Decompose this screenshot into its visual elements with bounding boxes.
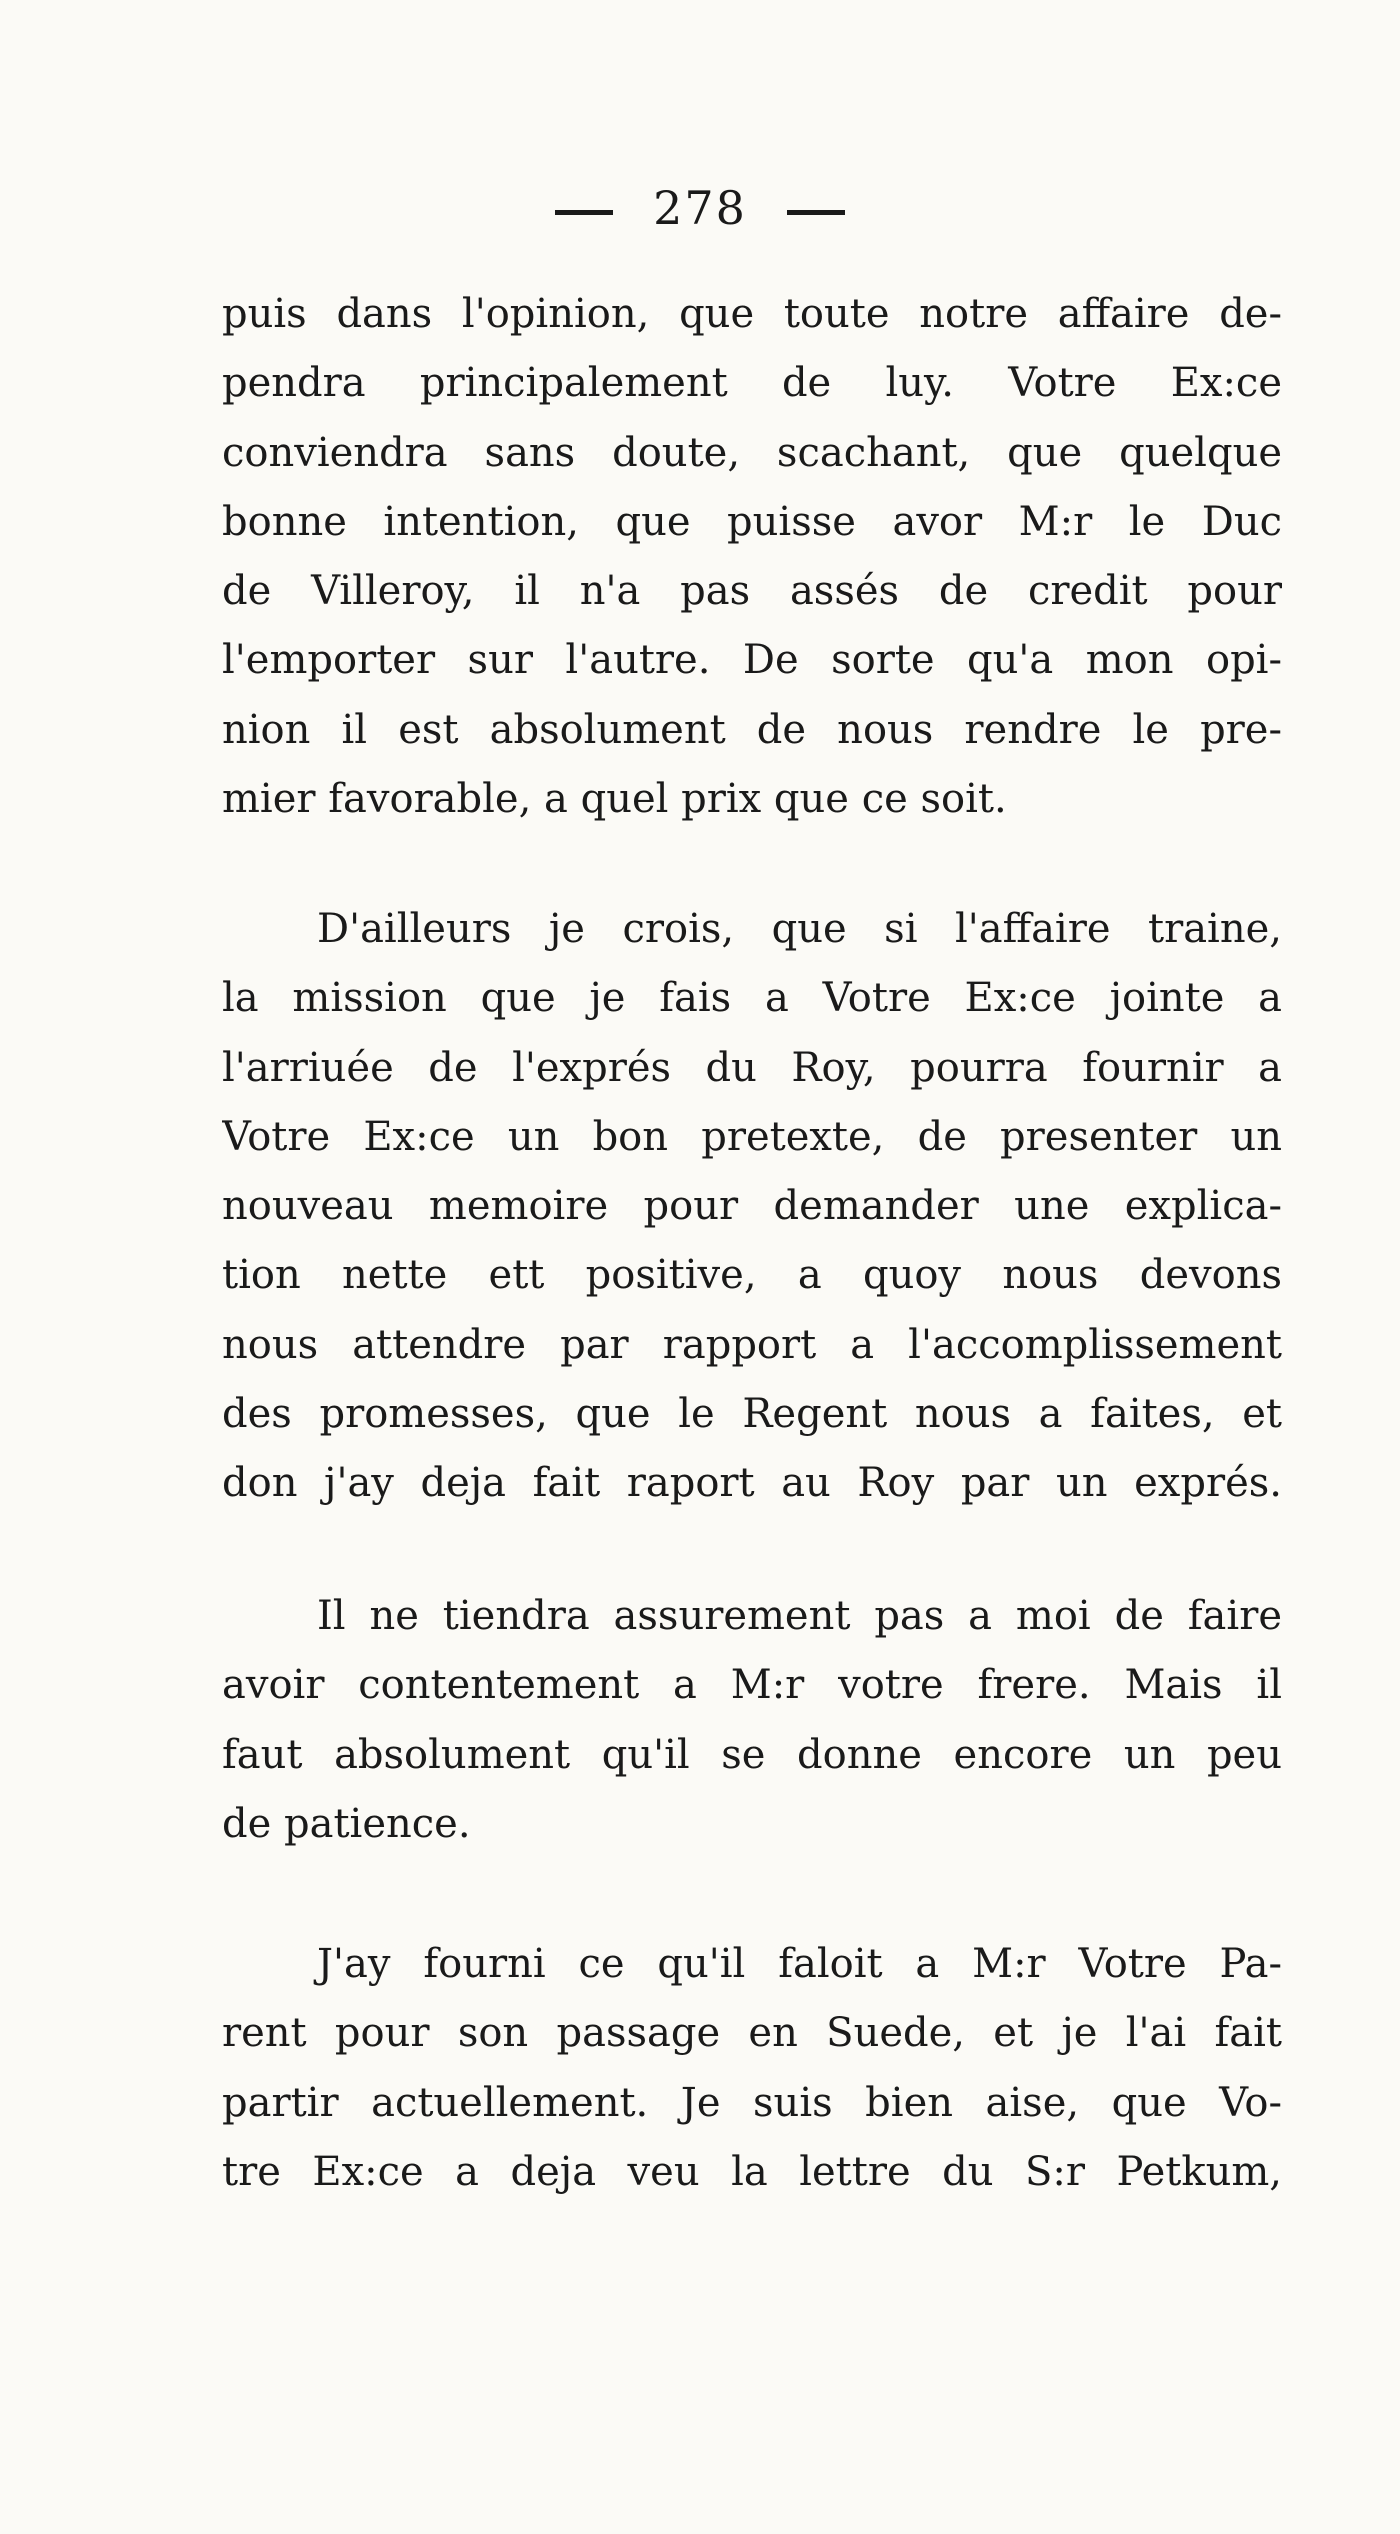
- header-left-dash: [555, 210, 613, 215]
- text-line: rent pour son passage en Suede, et je l'ai fait: [222, 2010, 1282, 2057]
- text-line: de Villeroy, il n'a pas assés de credit pour: [222, 568, 1282, 615]
- paragraph-4: [222, 1930, 1282, 2207]
- text-line: D'ailleurs je crois, que si l'affaire traine,: [317, 906, 1282, 952]
- page-number: 278: [653, 181, 747, 235]
- paragraph-3: [222, 1582, 1282, 1859]
- text-line: tion nette ett positive, a quoy nous devons: [222, 1252, 1282, 1299]
- text-line: l'emporter sur l'autre. De sorte qu'a mon opi-: [222, 637, 1282, 684]
- text-line: tre Ex:ce a deja veu la lettre du S:r Petkum,: [222, 2148, 1282, 2195]
- text-line: nion il est absolument de nous rendre le pre-: [222, 706, 1282, 753]
- text-line: de patience.: [222, 1800, 471, 1847]
- text-line: conviendra sans doute, scachant, que quelque: [222, 429, 1282, 476]
- text-line: nous attendre par rapport a l'accomplissement: [222, 1321, 1282, 1368]
- text-line: nouveau memoire pour demander une explica-: [222, 1183, 1282, 1230]
- paragraph-1: [222, 280, 1282, 834]
- text-line: pendra principalement de luy. Votre Ex:ce: [222, 360, 1282, 407]
- text-line: l'arriuée de l'exprés du Roy, pourra fournir a: [222, 1044, 1282, 1091]
- text-line: bonne intention, que puisse avor M:r le Duc: [222, 498, 1282, 545]
- page-header: [0, 178, 1400, 238]
- text-line: faut absolument qu'il se donne encore un peu: [222, 1731, 1282, 1778]
- text-line: la mission que je fais a Votre Ex:ce jointe a: [222, 975, 1282, 1022]
- text-line: Votre Ex:ce un bon pretexte, de presenter un: [222, 1113, 1282, 1160]
- paragraph-2: [222, 895, 1282, 1519]
- header-right-dash: [787, 210, 845, 215]
- text-line: partir actuellement. Je suis bien aise, que Vo-: [222, 2079, 1282, 2126]
- text-line: J'ay fourni ce qu'il faloit a M:r Votre Pa-: [317, 1941, 1282, 1987]
- text-line: puis dans l'opinion, que toute notre affaire de-: [222, 291, 1282, 337]
- text-line: des promesses, que le Regent nous a faites, et: [222, 1391, 1282, 1438]
- text-line: don j'ay deja fait raport au Roy par un exprés.: [222, 1460, 1282, 1507]
- text-line: mier favorable, a quel prix que ce soit.: [222, 776, 1007, 823]
- text-line: Il ne tiendra assurement pas a moi de faire: [317, 1593, 1282, 1639]
- text-line: avoir contentement a M:r votre frere. Mais il: [222, 1662, 1282, 1709]
